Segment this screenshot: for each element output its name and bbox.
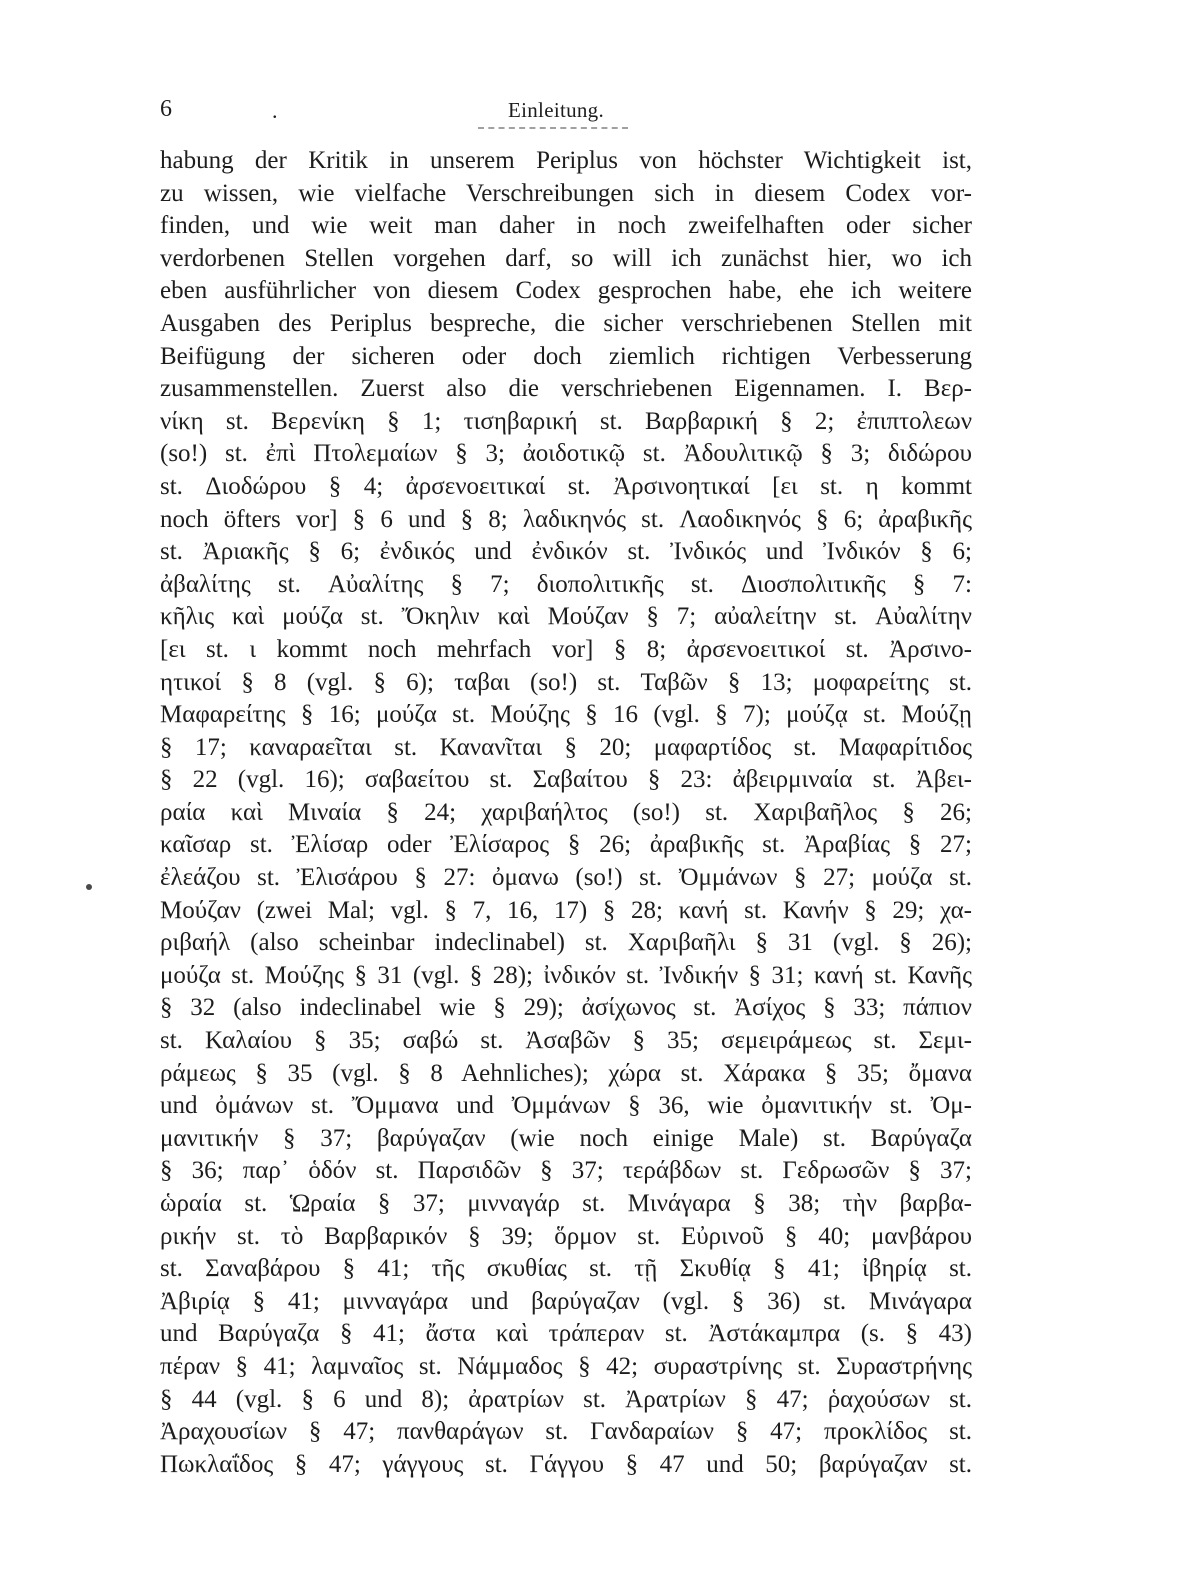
text-line: finden, und wie weit man daher in noch zweifelhaften oder sicher [160,212,972,240]
text-line: ἐλεάζου st. Ἐλισάρου § 27: ὀμανω (so!) st. Ὀμμάνων § 27; μούζα st. [160,864,972,892]
text-line: πέραν § 41; λαμναῖος st. Νάμμαδος § 42; συραστρίνης st. Συραστρήνης [160,1352,972,1380]
text-line: ὡραία st. Ὡραία § 37; μινναγάρ st. Μινάγαρα § 38; τὴν βαρβα- [160,1190,972,1217]
text-line: noch öfters vor] § 6 und § 8; λαδικηνός st. Λαοδικηνός § 6; ἀραβικῆς [160,505,972,533]
page-number: 6 [160,96,172,122]
text-line: ἀβαλίτης st. Αὐαλίτης § 7; διοπολιτικῆς st. Διοσπολιτικῆς § 7: [160,570,972,598]
margin-dot-mark [86,884,92,890]
text-line: st. Σαναβάρου § 41; τῆς σκυθίας st. τῇ Σκυθίᾳ § 41; ἰβηρίᾳ st. [160,1255,972,1283]
header-rule [478,127,628,129]
text-line: Μαφαρείτης § 16; μούζα st. Μούζης § 16 (vgl. § 7); μούζᾳ st. Μούζῃ [160,701,972,729]
text-line: verdorbenen Stellen vorgehen darf, so will ich zunächst hier, wo ich [160,244,972,272]
text-line: und ὀμάνων st. Ὄμμανα und Ὀμμάνων § 36, wie ὀμανιτικήν st. Ὀμ- [160,1092,972,1120]
text-line: und Βαρύγαζα § 41; ἄστα καὶ τράπεραν st. Ἀστάκαμπρα (s. § 43) [160,1320,972,1348]
running-title: Einleitung. [508,98,605,122]
text-line: § 17; καναραεῖται st. Κανανῖται § 20; μαφαρτίδος st. Μαφαρίτιδος [160,733,972,761]
text-line: [ει st. ι kommt noch mehrfach vor] § 8; ἀρσενοειτικοί st. Ἀρσινο- [160,635,972,663]
text-line: καῖσαρ st. Ἐλίσαρ oder Ἐλίσαρος § 26; ἀραβικῆς st. Ἀραβίας § 27; [160,831,972,859]
text-line: Μούζαν (zwei Mal; vgl. § 7, 16, 17) § 28; κανή st. Κανήν § 29; χα- [160,896,972,924]
text-line: Ausgaben des Periplus bespreche, die sicher verschriebenen Stellen mit [160,309,972,337]
text-line: νίκη st. Βερενίκη § 1; τισηβαρική st. Βαρβαρική § 2; ἐπιπτολεων [160,407,972,435]
text-line: § 32 (also indeclinabel wie § 29); ἀσίχωνος st. Ἀσίχος § 33; πάπιον [160,994,972,1022]
text-line: μανιτικήν § 37; βαρύγαζαν (wie noch einige Male) st. Βαρύγαζα [160,1124,972,1152]
header-dot: . [272,98,278,123]
text-line: ητικοί § 8 (vgl. § 6); ταβαι (so!) st. Ταβῶν § 13; μοφαρείτης st. [160,668,972,696]
text-line: ραία καὶ Μιναία § 24; χαριβαήλτος (so!) st. Χαριβαῆλος § 26; [160,798,972,826]
text-line: zu wissen, wie vielfache Verschreibungen sich in diesem Codex vor- [160,179,972,207]
text-line: Ἀραχουσίων § 47; πανθαράγων st. Γανδαραίων § 47; προκλίδος st. [160,1418,972,1446]
text-line: ριβαήλ (also scheinbar indeclinabel) st. Χαριβαῆλι § 31 (vgl. § 26); [160,929,972,957]
text-line: Ἀβιρίᾳ § 41; μινναγάρα und βαρύγαζαν (vgl. § 36) st. Μινάγαρα [160,1287,972,1315]
body-text [160,145,972,1481]
text-line: § 22 (vgl. 16); σαβαείτου st. Σαβαίτου § 23: ἀβειρμιναία st. Ἀβει- [160,766,972,794]
text-line: ράμεως § 35 (vgl. § 8 Aehnliches); χώρα st. Χάρακα § 35; ὄμανα [160,1059,972,1087]
text-line: κῆλις καὶ μούζα st. Ὄκηλιν καὶ Μούζαν § 7; αὐαλείτην st. Αὐαλίτην [160,603,972,631]
text-line: § 36; παρ᾽ ὁδόν st. Παρσιδῶν § 37; τεράβδων st. Γεδρωσῶν § 37; [160,1157,972,1185]
text-line: (so!) st. ἐπὶ Πτολεμαίων § 3; ἀοιδοτικῷ st. Ἀδουλιτικῷ § 3; διδώρου [160,440,972,468]
text-line: st. Διοδώρου § 4; ἀρσενοειτικαί st. Ἀρσινοητικαί [ει st. η kommt [160,472,972,500]
text-line: eben ausführlicher von diesem Codex gesprochen habe, ehe ich weitere [160,277,972,305]
text-line: st. Ἀριακῆς § 6; ἐνδικός und ἐνδικόν st. Ἰνδικός und Ἰνδικόν § 6; [160,538,972,566]
text-line: zusammenstellen. Zuerst also die verschriebenen Eigennamen. I. Βερ- [160,375,972,403]
text-line: habung der Kritik in unserem Periplus von höchster Wichtigkeit ist, [160,147,972,174]
text-line: st. Καλαίου § 35; σαβώ st. Ἀσαβῶν § 35; σεμειράμεως st. Σεμι- [160,1027,972,1055]
text-line: § 44 (vgl. § 6 und 8); ἀρατρίων st. Ἀρατρίων § 47; ῥαχούσων st. [160,1385,972,1413]
text-line: ρικήν st. τὸ Βαρβαρικόν § 39; ὅρμον st. Εὐρινοῦ § 40; μανβάρου [160,1222,972,1250]
page-header [160,96,972,132]
text-line: Beifügung der sicheren oder doch ziemlich richtigen Verbesserung [160,342,972,370]
text-line: μούζα st. Μούζης § 31 (vgl. § 28); ἰνδικόν st. Ἰνδικήν § 31; κανή st. Κανῆς [160,961,972,989]
text-line: Πωκλαΐδος § 47; γάγγους st. Γάγγου § 47 und 50; βαρύγαζαν st. [160,1450,972,1478]
